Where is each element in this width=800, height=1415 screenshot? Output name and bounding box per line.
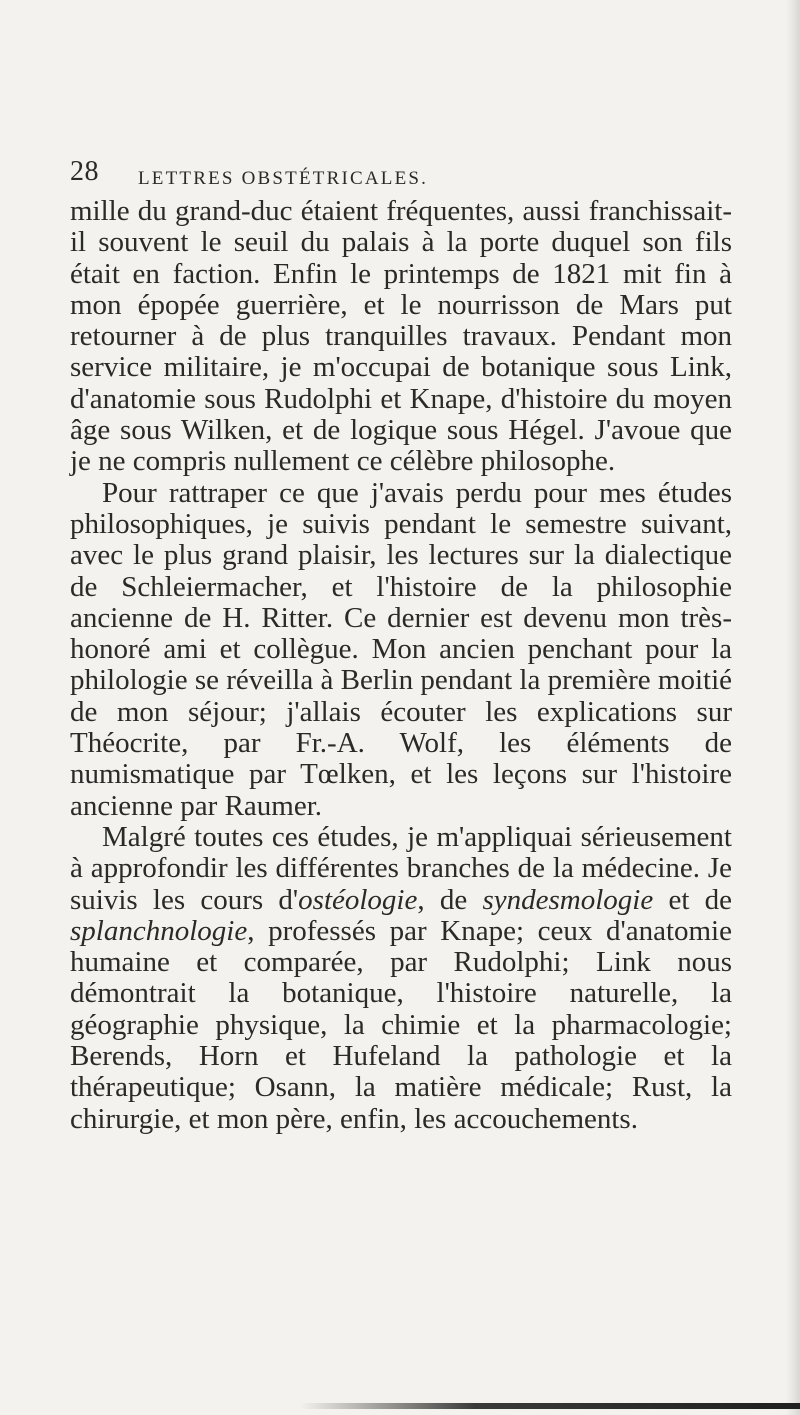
- body-text: [70, 196, 732, 1135]
- paragraph-1: mille du grand-duc étaient fréquentes, aussi franchissait-il souvent le seuil du palais à la porte duquel son fils était en faction. Enfin le printemps de 1821 mit fin à mon épopée guerrière, et le nourrisson de Mars put retourner à de plus tranquilles travaux. Pendant mon service militaire, je m'occupai de botanique sous Link, d'anatomie sous Rudolphi et Knape, d'histoire du moyen âge sous Wilken, et de logique sous Hégel. J'avoue que je ne compris nullement ce célèbre philosophe.: [70, 195, 732, 478]
- paragraph-3-text-g: , professés par Knape; ceux d'anatomie humaine et comparée, par Rudolphi; Link nous démontrait la botanique, l'histoire naturelle, la géographie physique, la chimie et la pharmacologie; Berends, Horn et Hufeland la pathologie et la thérapeutique; Osann, la matière médicale; Rust, la chirurgie, et mon père, enfin, les accouchements.: [70, 914, 732, 1135]
- term-osteologie: ostéologie: [298, 883, 418, 916]
- term-syndesmologie: syndesmologie: [482, 883, 654, 916]
- paragraph-2: Pour rattraper ce que j'avais perdu pour mes études philosophiques, je suivis pendant le semestre suivant, avec le plus grand plaisir, les lectures sur la dialectique de Schleiermacher, et l'histoire de la philosophie ancienne de H. Ritter. Ce dernier est devenu mon très-honoré ami et collègue. Mon ancien penchant pour la philologie se réveilla à Berlin pendant la première moitié de mon séjour; j'allais écouter les explications sur Théocrite, par Fr.-A. Wolf, les éléments de numismatique par Tœlken, et les leçons sur l'histoire ancienne par Raumer.: [70, 476, 732, 822]
- page-number: 28: [70, 156, 99, 187]
- paragraph-3: [70, 822, 732, 1135]
- running-title: LETTRES OBSTÉTRICALES.: [138, 168, 429, 189]
- page-edge-shadow: [786, 0, 800, 1415]
- term-splanchnologie: splanchnologie: [70, 914, 248, 947]
- paragraph-3-text-a: Malgré toutes ces études, je m'appliquai sérieusement à approfondir les différentes branches de la médecine. Je suivis les cours d': [70, 820, 732, 916]
- paragraph-3-text-e: et de: [653, 883, 732, 916]
- running-head: [70, 156, 730, 192]
- scan-edge-shadow: [300, 1403, 800, 1409]
- paragraph-3-text-c: , de: [417, 883, 483, 916]
